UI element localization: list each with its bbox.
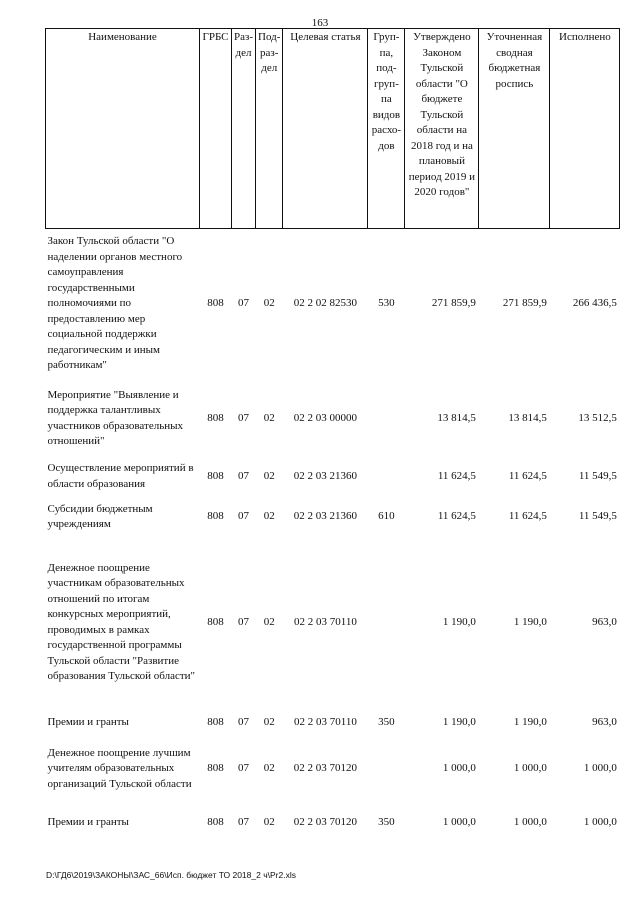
budget-table [45, 28, 620, 831]
row-refined-cell: 11 624,5 [508, 510, 547, 523]
row-grbs-cell: 808 [207, 411, 224, 424]
row-subsection-cell: 02 [263, 615, 275, 628]
row-section-cell: 07 [238, 816, 249, 828]
header-row [46, 29, 620, 229]
row-name-cell: Закон Тульской области "О наделении органов местного самоуправления государственными полномочиями по предоставлению мер социальной поддержки педагогическим и иным работникам" [47, 235, 183, 371]
row-refined-cell: 11 624,5 [508, 469, 547, 482]
row-name-cell: Премии и гранты [47, 816, 129, 828]
row-approved-cell: 11 624,5 [437, 469, 476, 482]
row-executed-cell: 1 000,0 [583, 762, 617, 775]
row-refined-cell: 1 190,0 [513, 715, 547, 728]
row-name-cell: Субсидии бюджетным учреждениям [47, 502, 153, 530]
row-refined-cell: 1 000,0 [513, 762, 547, 775]
row-target-cell: 02 2 03 70110 [293, 715, 357, 728]
column-header-name: Наименование [46, 29, 200, 229]
row-grbs-cell: 808 [207, 715, 224, 728]
column-header-section: Раз-дел [232, 29, 256, 229]
row-subsection-cell: 02 [263, 816, 275, 828]
row-name-cell: Премии и гранты [47, 715, 129, 728]
row-subsection-cell: 02 [263, 411, 275, 424]
row-approved-cell: 11 624,5 [437, 510, 476, 523]
row-grbs-cell: 808 [207, 297, 224, 309]
row-name-cell: Осуществление мероприятий в области образования [47, 462, 194, 490]
file-path-footer: D:\ГД6\2019\ЗАКОНЫ\ЗАС_66\Исп. бюджет ТО 2018_2 ч\Pr2.xls [46, 870, 296, 880]
row-executed-cell: 266 436,5 [572, 297, 617, 309]
table-row [46, 229, 620, 379]
row-section-cell: 07 [238, 297, 249, 309]
row-executed-cell: 11 549,5 [578, 469, 617, 482]
table-row [46, 708, 620, 731]
column-header-grbs: ГРБС [200, 29, 232, 229]
page-number: 163 [311, 17, 329, 29]
column-header-target: Целевая статья [283, 29, 368, 229]
row-refined-cell: 1 000,0 [513, 816, 547, 828]
row-subsection-cell: 02 [263, 715, 275, 728]
row-target-cell: 02 2 03 70120 [293, 816, 358, 828]
row-subsection-cell: 02 [263, 469, 275, 482]
column-header-group: Груп-па, под-груп-па видов расхо-дов [368, 29, 405, 229]
table-row [46, 805, 620, 831]
table-row [46, 730, 620, 805]
row-section-cell: 07 [238, 469, 249, 482]
row-grbs-cell: 808 [207, 615, 224, 628]
row-name-cell: Денежное поощрение участникам образовательных отношений по итогам конкурсных мероприятий, проводимых в рамках государственной программы Тульской области "Развитие образования Тульской области" [47, 561, 196, 682]
row-subsection-cell: 02 [263, 297, 275, 309]
row-grbs-cell: 808 [207, 816, 224, 828]
row-target-cell: 02 2 03 70110 [293, 615, 357, 628]
row-group-cell [368, 730, 405, 805]
table-row [46, 533, 620, 708]
row-target-cell: 02 2 02 82530 [293, 297, 358, 309]
row-approved-cell: 271 859,9 [431, 297, 476, 309]
row-approved-cell: 1 190,0 [442, 615, 476, 628]
table-row [46, 494, 620, 533]
row-approved-cell: 13 814,5 [437, 411, 476, 424]
column-header-executed: Исполнено [550, 29, 620, 229]
row-name-cell: Мероприятие "Выявление и поддержка талантливых участников образовательных отношений" [47, 388, 183, 447]
row-grbs-cell: 808 [207, 762, 224, 775]
table-body [46, 229, 620, 831]
row-group-cell: 610 [378, 510, 395, 523]
row-target-cell: 02 2 03 21360 [293, 510, 358, 523]
column-header-subsection: Под-раз-дел [256, 29, 283, 229]
row-group-cell [368, 533, 405, 708]
row-grbs-cell: 808 [207, 510, 224, 523]
row-name-cell: Денежное поощрение лучшим учителям образовательных организаций Тульской области [47, 746, 192, 790]
row-section-cell: 07 [238, 615, 249, 628]
row-section-cell: 07 [238, 411, 249, 424]
row-refined-cell: 13 814,5 [508, 411, 547, 424]
row-section-cell: 07 [238, 762, 249, 775]
row-executed-cell: 963,0 [592, 615, 617, 628]
table-row [46, 459, 620, 494]
table-row [46, 379, 620, 459]
row-executed-cell: 13 512,5 [578, 411, 617, 424]
row-approved-cell: 1 190,0 [442, 715, 476, 728]
row-executed-cell: 963,0 [592, 715, 617, 728]
row-group-cell [368, 459, 405, 494]
column-header-approved: Утверждено Законом Тульской области "О бюджете Тульской области на 2018 год и на плановый период 2019 и 2020 годов" [405, 29, 479, 229]
row-subsection-cell: 02 [263, 510, 275, 523]
row-group-cell: 350 [378, 816, 395, 828]
row-approved-cell: 1 000,0 [442, 762, 476, 775]
row-refined-cell: 271 859,9 [502, 297, 547, 309]
row-section-cell: 07 [238, 715, 249, 728]
row-group-cell [368, 379, 405, 459]
row-approved-cell: 1 000,0 [442, 816, 476, 828]
row-section-cell: 07 [238, 510, 249, 523]
row-grbs-cell: 808 [207, 469, 224, 482]
row-group-cell: 530 [378, 297, 395, 309]
row-executed-cell: 1 000,0 [583, 816, 617, 828]
row-target-cell: 02 2 03 70120 [293, 762, 358, 775]
row-subsection-cell: 02 [263, 762, 275, 775]
row-executed-cell: 11 549,5 [578, 510, 617, 523]
row-target-cell: 02 2 03 00000 [293, 411, 358, 424]
row-target-cell: 02 2 03 21360 [293, 469, 358, 482]
column-header-refined: Уточненная сводная бюджетная роспись [479, 29, 550, 229]
row-group-cell: 350 [378, 715, 395, 728]
row-refined-cell: 1 190,0 [513, 615, 547, 628]
